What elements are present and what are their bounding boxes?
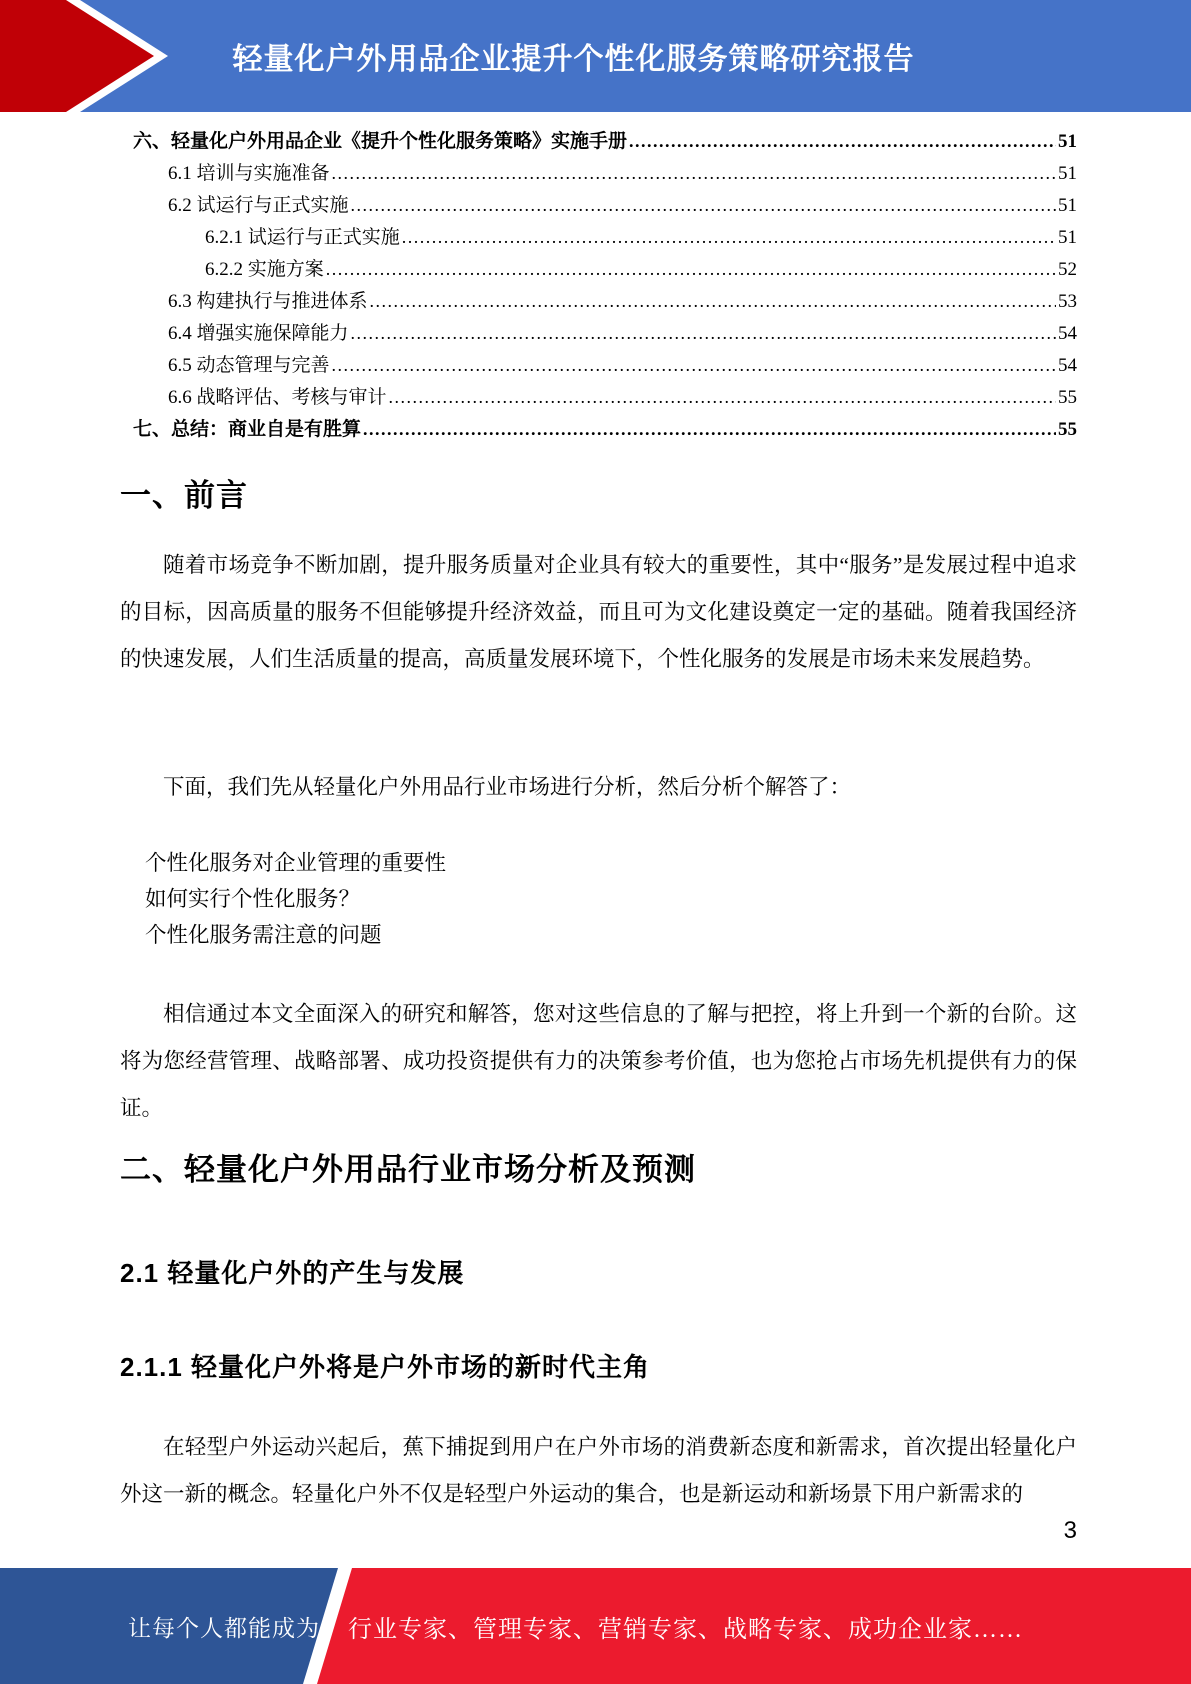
toc-dot-leader (351, 189, 1056, 222)
toc-entry[interactable] (120, 189, 1077, 221)
toc-dot-leader (370, 285, 1056, 318)
toc-dot-leader (326, 253, 1056, 286)
toc-dot-leader (389, 381, 1056, 414)
toc-entry[interactable] (120, 285, 1077, 317)
toc-dot-leader (629, 125, 1056, 158)
toc-entry[interactable] (120, 413, 1077, 445)
toc-page-number: 54 (1058, 355, 1077, 376)
toc-entry-label: 6.5 动态管理与完善 (168, 355, 330, 376)
question-item: 如何实行个性化服务？ (145, 887, 361, 911)
paragraph-market-competition: 随着市场竞争不断加剧，提升服务质量对企业具有较大的重要性，其中“服务”是发展过程中追求的目标，因高质量的服务不但能够提升经济效益，而且可为文化建设奠定一定的基础。随着我国经济的快速发展，人们生活质量的提高，高质量发展环境下，个性化服务的发展是市场未来发展趋势。 (120, 553, 1077, 671)
toc-dot-leader (402, 221, 1056, 254)
toc-page-number: 54 (1058, 323, 1077, 344)
toc-entry[interactable] (120, 349, 1077, 381)
question-item: 个性化服务需注意的问题 (145, 923, 382, 947)
toc-entry[interactable] (120, 317, 1077, 349)
header-banner (0, 0, 1191, 112)
toc-page-number: 55 (1058, 387, 1077, 408)
footer-slogan-left: 让每个人都能成为 (128, 1615, 320, 1641)
paragraph-value-statement: 相信通过本文全面深入的研究和解答，您对这些信息的了解与把控，将上升到一个新的台阶。这将为您经营管理、战略部署、成功投资提供有力的决策参考价值，也为您抢占市场先机提供有力的保证。 (120, 1002, 1077, 1120)
toc-dot-leader (332, 349, 1056, 382)
toc-entry-label: 六、轻量化户外用品企业《提升个性化服务策略》实施手册 (133, 131, 628, 152)
toc-entry-label: 6.2.1 试运行与正式实施 (205, 227, 400, 248)
toc-entry-label: 6.1 培训与实施准备 (168, 163, 330, 184)
toc-entry[interactable] (120, 253, 1077, 285)
table-of-contents (120, 125, 1077, 445)
heading-market-analysis: 二、轻量化户外用品行业市场分析及预测 (120, 1152, 696, 1187)
toc-entry[interactable] (120, 381, 1077, 413)
toc-dot-leader (332, 157, 1056, 190)
footer-banner (0, 1568, 1191, 1684)
footer-slogan-right: 行业专家、管理专家、营销专家、战略专家、成功企业家…… (348, 1616, 1023, 1643)
question-item: 个性化服务对企业管理的重要性 (145, 851, 447, 875)
heading-2-1: 2.1 轻量化户外的产生与发展 (120, 1258, 465, 1288)
paragraph-lightweight-outdoor: 在轻型户外运动兴起后，蕉下捕捉到用户在户外市场的消费新态度和新需求，首次提出轻量化户外这一新的概念。轻量化户外不仅是轻型户外运动的集合，也是新运动和新场景下用户新需求的 (120, 1435, 1077, 1506)
toc-entry[interactable] (120, 125, 1077, 157)
toc-page-number: 51 (1058, 131, 1077, 152)
toc-page-number: 51 (1058, 163, 1077, 184)
toc-entry-label: 6.2 试运行与正式实施 (168, 195, 349, 216)
toc-page-number: 52 (1058, 259, 1077, 280)
toc-dot-leader (351, 317, 1056, 350)
toc-page-number: 55 (1058, 419, 1077, 440)
heading-foreword: 一、前言 (120, 478, 248, 513)
toc-page-number: 51 (1058, 227, 1077, 248)
toc-entry[interactable] (120, 221, 1077, 253)
toc-entry-label: 七、总结：商业自是有胜算 (133, 419, 362, 440)
toc-entry-label: 6.6 战略评估、考核与审计 (168, 387, 387, 408)
toc-entry[interactable] (120, 157, 1077, 189)
toc-page-number: 53 (1058, 291, 1077, 312)
heading-2-1-1: 2.1.1 轻量化户外将是户外市场的新时代主角 (120, 1352, 651, 1382)
paragraph-lead-in: 下面，我们先从轻量化户外用品行业市场进行分析，然后分析个解答了： (163, 775, 852, 799)
toc-page-number: 51 (1058, 195, 1077, 216)
report-title: 轻量化户外用品企业提升个性化服务策略研究报告 (232, 43, 915, 76)
toc-entry-label: 6.2.2 实施方案 (205, 259, 324, 280)
toc-entry-label: 6.4 增强实施保障能力 (168, 323, 349, 344)
page-number: 3 (1063, 1517, 1077, 1544)
question-list (120, 845, 1077, 953)
toc-dot-leader (363, 413, 1056, 446)
toc-entry-label: 6.3 构建执行与推进体系 (168, 291, 368, 312)
